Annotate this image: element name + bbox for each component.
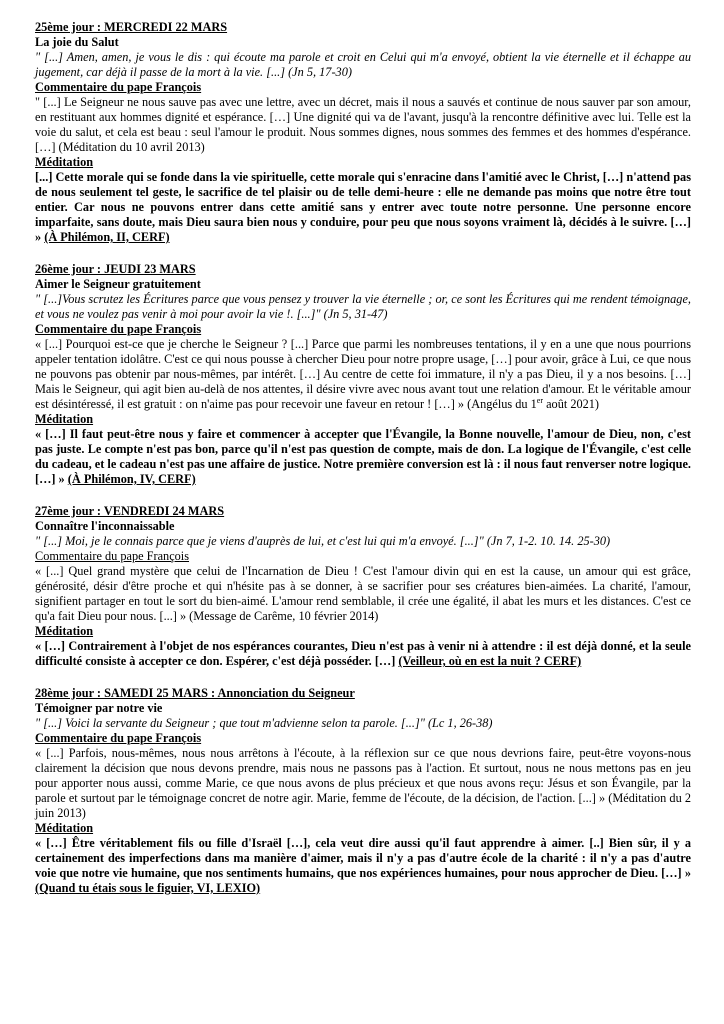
gospel-verse: " [...] Voici la servante du Seigneur ; que tout m'advienne selon ta parole. [...]" (Lc 1, 26-38) (35, 716, 493, 730)
meditation-body: « […] Il faut peut-être nous y faire et commencer à accepter que l'Évangile, la Bonne nouvelle, l'amour de Dieu, non, c'est pas juste. Le compte n'est pas bon, parce qu'il n'est pas question de compte, mais de don. La logique de l'Évangile, c'est celle du cadeau, et le cadeau n'est pas une affaire de justice. Notre première conversion est là : il nous faut renverser notre logique. […] » (35, 427, 691, 486)
meditation-heading: Méditation (35, 821, 94, 835)
commentary-text (35, 337, 691, 412)
gospel-verse: " [...] Amen, amen, je vous le dis : qui écoute ma parole et croit en Celui qui m'a envoyé, obtient la vie éternelle et il échappe au jugement, car déjà il passe de la mort à la vie. [...] (Jn 5, 17-30) (35, 50, 691, 79)
commentary-date: août 2021) (543, 397, 600, 411)
meditation-text (35, 836, 691, 896)
commentary-text: « [...] Parfois, nous-mêmes, nous nous arrêtons à l'écoute, à la réflexion sur ce que nous devrions faire, peut-être voyons-nous clairement la décision que nous devons prendre, mais nous ne passons pas à l'action. Et surtout, nous ne nous mettons pas en jeu pour apporter nous aussi, comme Marie, ce que nous avons de plus précieux et que nous avons reçu: Jésus et son Évangile, par la parole et surtout par le témoignage concret de notre agir. Marie, femme de l'écoute, de la décision, de l'action. [...] » (Méditation du 2 juin 2013) (35, 746, 691, 820)
meditation-source: (À Philémon, IV, CERF) (67, 472, 196, 486)
ordinal-superscript: er (536, 395, 544, 405)
commentary-heading: Commentaire du pape François (35, 80, 202, 94)
day-28 (35, 686, 691, 896)
meditation-heading: Méditation (35, 155, 94, 169)
meditation-text (35, 639, 691, 669)
gospel-verse: " [...]Vous scrutez les Écritures parce que vous pensez y trouver la vie éternelle ; or, ce sont les Écritures qui me rendent témoignage, et vous ne voulez pas venir à moi pour avoir la vie !. [...]" (Jn 5, 31-47) (35, 292, 691, 321)
commentary-body: « [...] Pourquoi est-ce que je cherche le Seigneur ? [...] Parce que parmi les nombreuses tentations, il y en a une que nous pourrions appeler tentation idolâtre. C'est ce qui nous pousse à chercher Dieu pour notre propre usage, […] pour avoir, grâce à Lui, ce que nous ne pouvons pas obtenir par nous-mêmes, par intérêt. […] Au centre de cette foi immature, il n'y a pas Dieu, il y a nos besoins. […] Mais le Seigneur, qui agit bien au-delà de nos attentes, il désire vivre avec nous avant tout une relation d'amour. Et le véritable amour est désintéressé, il est gratuit : on n'aime pas pour recevoir une faveur en retour ! […] » (Angélus du 1 (35, 337, 691, 411)
commentary-heading: Commentaire du pape François (35, 731, 202, 745)
commentary-heading: Commentaire du pape François (35, 549, 190, 563)
meditation-body: « […] Être véritablement fils ou fille d'Israël […], cela veut dire aussi qu'il faut apprendre à aimer. [..] Bien sûr, il y a certainement des imperfections dans ma manière d'aimer, mais il n'y a pas d'autre école de la charité : il n'y a pas d'autre voie que notre vie humaine, que nos sentiments humains, que nos expériences humaines, pour nous approcher de Dieu. […] » (35, 836, 691, 880)
meditation-heading: Méditation (35, 624, 94, 638)
day-title: 27ème jour : VENDREDI 24 MARS (35, 504, 225, 518)
document-page (35, 20, 691, 913)
day-27 (35, 504, 691, 669)
commentary-heading: Commentaire du pape François (35, 322, 202, 336)
day-25 (35, 20, 691, 245)
meditation-body: [...] Cette morale qui se fonde dans la vie spirituelle, cette morale qui s'enracine dans l'amitié avec le Christ, […] n'attend pas de nous seulement tel geste, le sacrifice de tel plaisir ou de telle demi-heure : elle ne demande pas moins que notre être tout entier. Car nous ne pouvons entrer dans cette amitié sans y entrer avec toute notre personne. Une personne encore imparfaite, sans doute, mais Dieu saura bien nous y conduire, pour peu que nous soyons vraiment là, décidés à le suivre. […] » (35, 170, 691, 244)
meditation-text (35, 427, 691, 487)
day-theme: Aimer le Seigneur gratuitement (35, 277, 201, 291)
day-26 (35, 262, 691, 487)
day-theme: La joie du Salut (35, 35, 119, 49)
day-title: 26ème jour : JEUDI 23 MARS (35, 262, 196, 276)
meditation-source: (Quand tu étais sous le figuier, VI, LEXIO) (35, 881, 261, 895)
meditation-text (35, 170, 691, 245)
day-theme: Connaître l'inconnaissable (35, 519, 175, 533)
meditation-heading: Méditation (35, 412, 94, 426)
meditation-source: (Veilleur, où en est la nuit ? CERF) (398, 654, 582, 668)
gospel-verse: " [...] Moi, je le connais parce que je viens d'auprès de lui, et c'est lui qui m'a envoyé. [...]" (Jn 7, 1-2. 10. 14. 25-30) (35, 534, 611, 548)
meditation-body: « […] Contrairement à l'objet de nos espérances courantes, Dieu n'est pas à venir ni à attendre : il est déjà donné, et la seule difficulté consiste à accepter ce don. Espérer, c'est déjà posséder. […] (35, 639, 691, 668)
day-theme: Témoigner par notre vie (35, 701, 163, 715)
day-title: 25ème jour : MERCREDI 22 MARS (35, 20, 228, 34)
commentary-text: " [...] Le Seigneur ne nous sauve pas avec une lettre, avec un décret, mais il nous a sauvés et continue de nous sauver par son amour, en restituant aux hommes dignité et espérance. […] Une dignité qui va de l'avant, jusqu'à la rencontre définitive avec lui. Telle est la voie du salut, et cela est beau : seul l'amour le produit. Nous sommes dignes, nous sommes des femmes et des hommes d'espérance. […] (Méditation du 10 avril 2013) (35, 95, 691, 154)
meditation-source: (À Philémon, II, CERF) (44, 230, 170, 244)
day-title: 28ème jour : SAMEDI 25 MARS : Annonciation du Seigneur (35, 686, 355, 700)
commentary-text: « [...] Quel grand mystère que celui de l'Incarnation de Dieu ! C'est l'amour divin qui en est la cause, un amour qui est grâce, générosité, désir d'être proche et qui n'hésite pas à se donner, à se sacrifier pour ses créatures bien-aimées. La charité, l'amour, signifient partager en tout le sort du bien-aimé. L'amour rend semblable, il crée une égalité, il abat les murs et les distances. C'est ce qu'a fait Dieu pour nous. [...] » (Message de Carême, 10 février 2014) (35, 564, 691, 623)
